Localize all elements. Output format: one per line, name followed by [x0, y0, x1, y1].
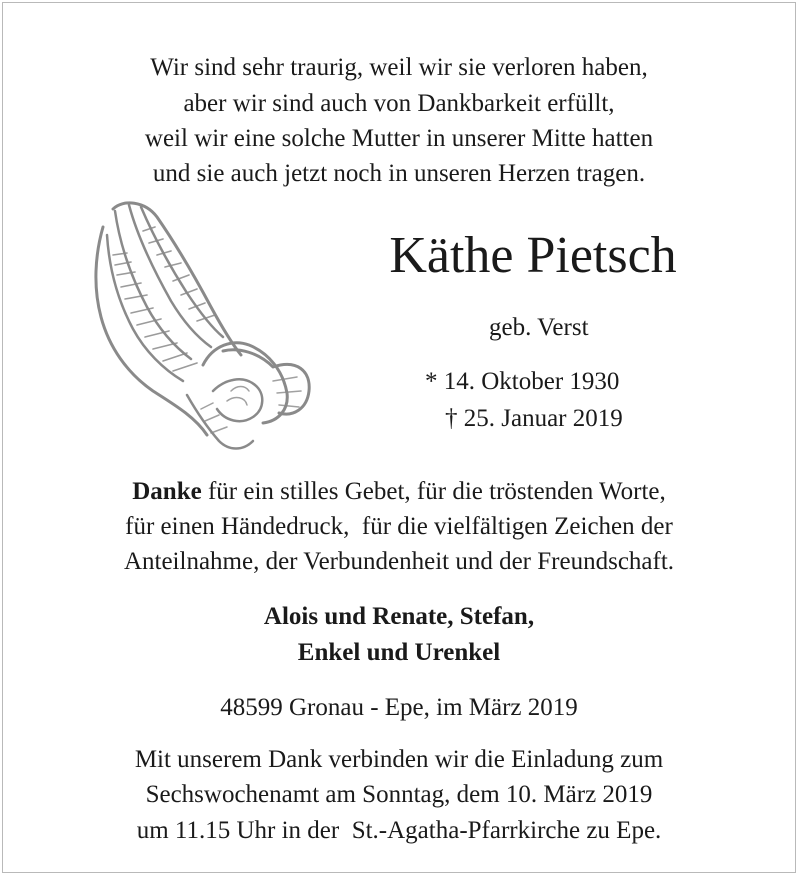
- intro-line-1: Wir sind sehr traurig, weil wir sie verloren haben,: [150, 54, 648, 81]
- place-date: 48599 Gronau - Epe, im März 2019: [220, 694, 578, 721]
- thanks-line-2: für einen Händedruck, für die vielfältigen Zeichen der: [125, 513, 673, 540]
- invitation-line-2: Sechswochenamt am Sonntag, dem 10. März 2019: [145, 781, 653, 808]
- intro-line-2: aber wir sind auch von Dankbarkeit erfüllt,: [183, 90, 615, 117]
- praying-hands-icon: [83, 195, 315, 453]
- family-line-1: Alois und Renate, Stefan,: [263, 603, 535, 630]
- intro-line-4: und sie auch jetzt noch in unseren Herzen tragen.: [152, 160, 646, 187]
- thanks-line-1-text: für ein stilles Gebet, für die tröstenden Worte,: [201, 478, 666, 505]
- thanks-line-3: Anteilnahme, der Verbundenheit und der Freundschaft.: [123, 548, 675, 575]
- thanks-line-1: [3, 477, 795, 507]
- maiden-name: geb. Verst: [489, 314, 589, 341]
- intro-line-3: weil wir eine solche Mutter in unserer Mitte hatten: [144, 125, 654, 152]
- death-date: † 25. Januar 2019: [445, 405, 623, 432]
- family-line-2: Enkel und Urenkel: [297, 639, 501, 666]
- thanks-bold-word: Danke: [132, 478, 202, 505]
- obituary-notice: [2, 2, 796, 873]
- invitation-line-1: Mit unserem Dank verbinden wir die Einladung zum: [134, 746, 664, 773]
- deceased-name: Käthe Pietsch: [389, 227, 677, 284]
- invitation-line-3: um 11.15 Uhr in der St.-Agatha-Pfarrkirche zu Epe.: [136, 817, 662, 844]
- birth-date: * 14. Oktober 1930: [425, 368, 620, 395]
